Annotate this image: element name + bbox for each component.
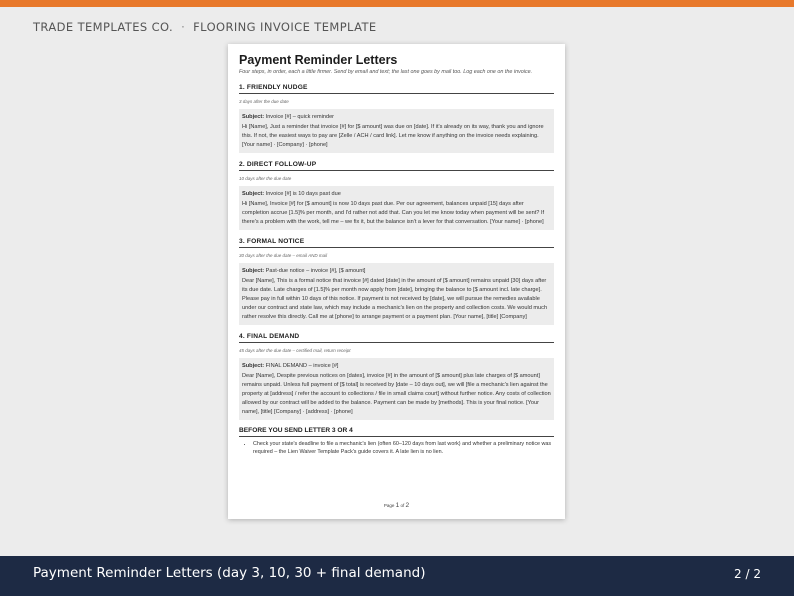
email-subject: FINAL DEMAND – invoice [#] [265, 363, 339, 369]
email-body: Dear [Name], Despite previous notices on [dates], invoice [#] in the amount of [$ amount] plus late charges of [$ amount] remains unpaid. Unless full payment of [$ total] is received by [date – 10 days out], we will [file a mechanic's lien against the property at [address] / refer the account to collections / file in small claims court] without further notice. Any costs of collection allowed by our contract will be added to the balance. Payment can be made by [methods]. This is your final notice. [Your name], [title] [Company] · [address] · [phone] [242, 373, 551, 415]
email-subject: Invoice [#] – quick reminder [265, 114, 335, 120]
email-subject-line [242, 267, 551, 276]
section-final-demand [239, 333, 554, 420]
subject-label: Subject: [242, 363, 265, 369]
email-subject: Invoice [#] is 10 days past due [265, 191, 341, 197]
email-body: Dear [Name], This is a formal notice that invoice [#] dated [date] in the amount of [$ amount] remains unpaid [30] days after its due date. Late charges of [1.5]% per month now apply from [date], bringing the balance to [$ amount incl. late charge]. Please pay in full within 10 days of this notice. If payment is not received by [date], we will pursue the remedies available under our contract and state law, which may include a mechanic's lien on the property and collection costs. We would much rather resolve this directly. Call me at [phone] to arrange payment or a payment plan. [Your name], [title] [Company] [242, 278, 548, 320]
email-subject-line [242, 362, 551, 371]
section-timing-note: 30 days after the due date – email AND mail [239, 253, 328, 258]
section-direct-follow-up [239, 161, 554, 230]
page-label: Page [383, 503, 395, 508]
document-title: Payment Reminder Letters [239, 53, 398, 67]
section-heading: 4. FINAL DEMAND [239, 333, 554, 343]
document-page [228, 44, 565, 519]
list-item: • Check your state's deadline to file a mechanic's lien (often 60–120 days from last work) and whether a preliminary notice was required – the Lien Waiver Template Pack's guide covers it. A late lien is no lien. [253, 440, 554, 456]
section-timing-note: 3 days after the due date [239, 99, 289, 104]
section-heading: 2. DIRECT FOLLOW-UP [239, 161, 554, 171]
email-template [239, 263, 554, 325]
page-number [228, 502, 565, 509]
email-template [239, 186, 554, 230]
page-of: of [400, 503, 405, 508]
header [33, 19, 377, 35]
section-before-you-send [239, 427, 554, 456]
subject-label: Subject: [242, 191, 265, 197]
email-subject: Past-due notice – invoice [#], [$ amount] [265, 268, 366, 274]
document-subtitle: Four steps, in order, each a little firmer. Send by email and text; the last one goes by mail too. Log each one on the invoice. [239, 69, 533, 75]
template-name: FLOORING INVOICE TEMPLATE [193, 20, 377, 34]
email-template [239, 358, 554, 420]
section-timing-note: 45 days after the due date – certified mail, return receipt [239, 348, 351, 353]
email-body: Hi [Name], Just a reminder that invoice [#] for [$ amount] was due on [date]. If it's already on its way, thank you and ignore this. If not, the easiest ways to pay are [Zelle / ACH / card link]. Let me know if anything on the invoice needs explaining. [Your name] · [Company] · [phone] [242, 124, 544, 148]
email-subject-line [242, 190, 551, 199]
subject-label: Subject: [242, 114, 265, 120]
email-subject-line [242, 113, 551, 122]
before-send-list [239, 440, 554, 456]
section-heading: 1. FRIENDLY NUDGE [239, 84, 554, 94]
footer-bar [0, 556, 794, 596]
brand-name: TRADE TEMPLATES CO. [33, 20, 174, 34]
footer-title: Payment Reminder Letters (day 3, 10, 30 + final demand) [33, 565, 426, 581]
section-formal-notice [239, 238, 554, 325]
email-body: Hi [Name], Invoice [#] for [$ amount] is now 10 days past due. Per our agreement, balances unpaid [15] days after completion accrue [1.5]% per month, and I'd rather not add that. Can you let me know today when payment will be sent? If there's a problem with the work, tell me – we fix it, but the balance isn't a lever for that conversation. [Your name] · [phone] [242, 201, 545, 225]
email-template [239, 109, 554, 153]
section-friendly-nudge [239, 84, 554, 153]
before-send-heading: BEFORE YOU SEND LETTER 3 OR 4 [239, 427, 554, 437]
subject-label: Subject: [242, 268, 265, 274]
page-counter: 2 / 2 [734, 567, 761, 581]
page-current: 1 [395, 502, 400, 509]
accent-top-bar [0, 0, 794, 7]
section-heading: 3. FORMAL NOTICE [239, 238, 554, 248]
header-separator: · [181, 20, 186, 34]
section-timing-note: 10 days after the due date [239, 176, 292, 181]
page-total: 2 [405, 502, 410, 509]
